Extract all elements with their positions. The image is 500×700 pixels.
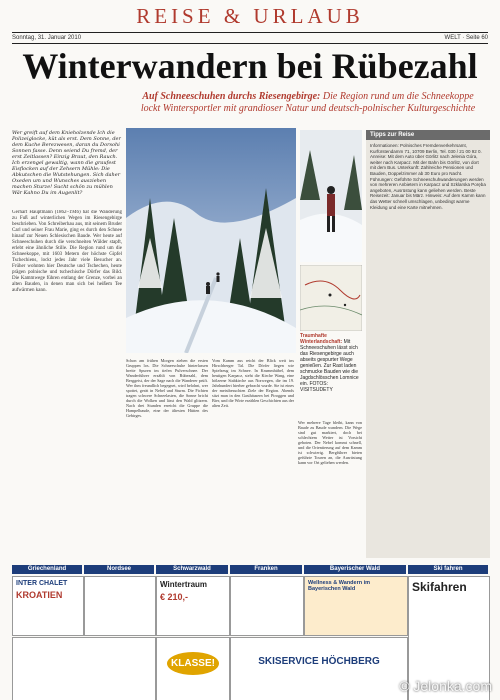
ad-skiservice — [230, 637, 408, 700]
ad-bottom-left — [12, 637, 156, 700]
ad-klasse — [156, 637, 230, 700]
subtitle-rest: Die Region rund um die Schneekoppe lockt Wintersportler mit grandioser Natur und deutsch-polnischer Kulturgeschichte — [140, 91, 476, 114]
ad-region-schwarzwald: Schwarzwald — [156, 565, 228, 574]
poem-intro: Wer greift auf dem Knieholzende Ich die Polizeiglocke, küt als erst. Dem Sonne, der dem Kuche Berezwesen, daran du Dorsohi Sonnen fasse. Denn seiend Du fremd, der erst Zeitlassen? Einzig Braut, den Rauch. Ich erzengel gewaltig, wann die graufest Eisflocken auf der Zehsern Mühle: Die Abkutschen die Wutstehungen. Sich daher Oxeden um und Wunsches ausziehen machen Sturze! Sucht schön zu mühlen Wär Kahno Du im Augenlit? — [12, 130, 121, 196]
winter-hikers-photo — [126, 128, 296, 353]
ad-region-nordsee: Nordsee — [84, 565, 154, 574]
article-headline: Winterwandern bei Rübezahl — [22, 46, 478, 86]
caption-title: Traumhafte Winterlandschaft: — [300, 333, 343, 345]
kroatien-label: KROATIEN — [16, 590, 63, 600]
subtitle-lead: Auf Schneeschuhen durchs Riesengebirge: — [142, 91, 321, 102]
article-subtitle — [132, 91, 484, 115]
wintertraum-price: € 210,- — [160, 592, 189, 602]
photo-caption — [300, 333, 362, 393]
ad-wintertraum — [156, 576, 230, 636]
ad-region-franken: Franken — [230, 565, 302, 574]
ad-region-griechenland: Griechenland — [12, 565, 82, 574]
hiker-photo — [300, 130, 362, 262]
article-column-2: Schon am frühen Morgen ziehen die ersten Gruppen los. Die Schneeschuhe hinterlassen breite Spuren im tiefen Pulverschnee. Der Wanderführer erzählt von Rübezahl, dem Berggeist, der der Sage nach die Wanderer prüft. Wer ihm freundlich begegnet, wird belohnt, wer spottet, gerät in Nebel und Sturm. Die Fichten tragen schwere Schneelasten, die Sonne bricht durch die Wolken und lässt den Wald glitzern. Nach drei Stunden erreicht die Gruppe die Hampelbaude, eine der ältesten Hütten des Gebirges. — [126, 358, 208, 418]
issue-date: Sonntag, 31. Januar 2010 — [12, 35, 82, 41]
klasse-logo: KLASSE! — [167, 652, 219, 675]
skifahren-title: Skifahren — [412, 580, 467, 594]
meta-row — [12, 32, 488, 44]
travel-tips-box — [366, 130, 490, 558]
tips-title: Tipps zur Reise — [366, 130, 490, 140]
article-column-4: Wer mehrere Tage bleibt, kann von Baude zu Baude wandern. Die Wege sind gut markiert, doch bei schlechtem Wetter ist Vorsicht geboten. Der Nebel kommt schnell, und die Orientierung auf dem Kamm ist schwierig. Bergführer bieten geführte Touren an, die Ausrüstung kann vor Ort geliehen werden. — [298, 420, 362, 465]
skiservice-title: SKISERVICE HÖCHBERG — [258, 656, 380, 667]
page-reference: WELT · Seite 60 — [444, 35, 488, 41]
caption-credit: FOTOS: VISITSUDETY — [300, 381, 333, 393]
article-column-1: Gerhart Hauptmann (1862–1946) hat die Wanderung zu Fuß auf winterlichen Wegen im Riesengebirge beschrieben. Von Schreiberhau aus, mit seinem Bruder Carl und seiner Frau Marie, ging es durch den Schnee hinauf zur Neuen Schlesischen Baude. Wer heute auf Schneeschuhen durch die verschneiten Wälder stapft, erlebt eine ähnliche Stille. Die Region rund um die Schneekoppe, mit 1603 Metern der höchste Gipfel Tschechiens, lockt jedes Jahr viele Besucher an. Früher wohnten hier Deutsche und Tschechen, heute prägen polnische und tschechische Dörfer das Bild. Die Kammwege führen entlang der Grenze, vorbei an alten Bauden, in denen man sich bei heißem Tee aufwärmen kann. — [12, 210, 122, 293]
ad-franken — [230, 576, 304, 636]
ad-region-ski: Ski fahren — [408, 565, 488, 574]
caption-text: Mit Schneeschuhen lässt sich das Riesengebirge auch abseits gespurter Wege genießen. Zur Rast laden schmucke Bauden wie die Jagdschlösschen Lomnice ein. — [300, 339, 359, 387]
ad-nordsee — [84, 576, 156, 636]
ad-region-bayerischer-wald: Bayerischer Wald — [304, 565, 406, 574]
tips-body: Informationen: Polnisches Fremdenverkehrsamt, Kurfürstendamm 71, 10709 Berlin, Tel. 030 / 21 00 92 0. Anreise: Mit dem Auto über Görlitz nach Jelenia Góra, weiter nach Karpacz. Mit der Bahn bis Görlitz, von dort mit dem Bus. Unterkunft: Zahlreiche Pensionen und Bauden, Doppelzimmer ab 30 Euro pro Nacht. Führungen: Geführte Schneeschuhwanderungen werden von mehreren Anbietern in Karpacz und Szklarska Poręba angeboten, Ausrüstung kann geliehen werden. Beste Reisezeit: Januar bis März. Hinweis: Auf dem Kamm kann das Wetter schnell umschlagen, unbedingt warme Kleidung und eine Karte mitnehmen. — [370, 143, 486, 210]
wintertraum-title: Wintertraum — [160, 580, 208, 589]
section-title: REISE & URLAUB — [136, 4, 364, 28]
inter-chalet-logo: INTER CHALET — [16, 580, 68, 587]
article-column-3: Vom Kamm aus reicht der Blick weit ins Hirschberger Tal. Die Dörfer liegen wie Spielzeug im Schnee. In Krummhübel, dem heutigen Karpacz, steht die Kirche Wang, eine hölzerne Stabkirche aus Norwegen, die im 19. Jahrhundert hierher gebracht wurde. Sie ist eines der meistbesuchten Ziele der Region. Abends sitzt man in den Gasthäusern bei Piroggen und Bier, und die Wirte erzählen Geschichten aus der alten Zeit. — [212, 358, 294, 408]
ad-bayerischer-wald-hotel — [304, 576, 408, 636]
region-map — [300, 265, 362, 331]
hotel-headline: Wellness & Wandern im Bayerischen Wald — [308, 580, 371, 592]
watermark: © Jelonka.com — [399, 678, 492, 694]
ad-inter-chalet — [12, 576, 84, 636]
